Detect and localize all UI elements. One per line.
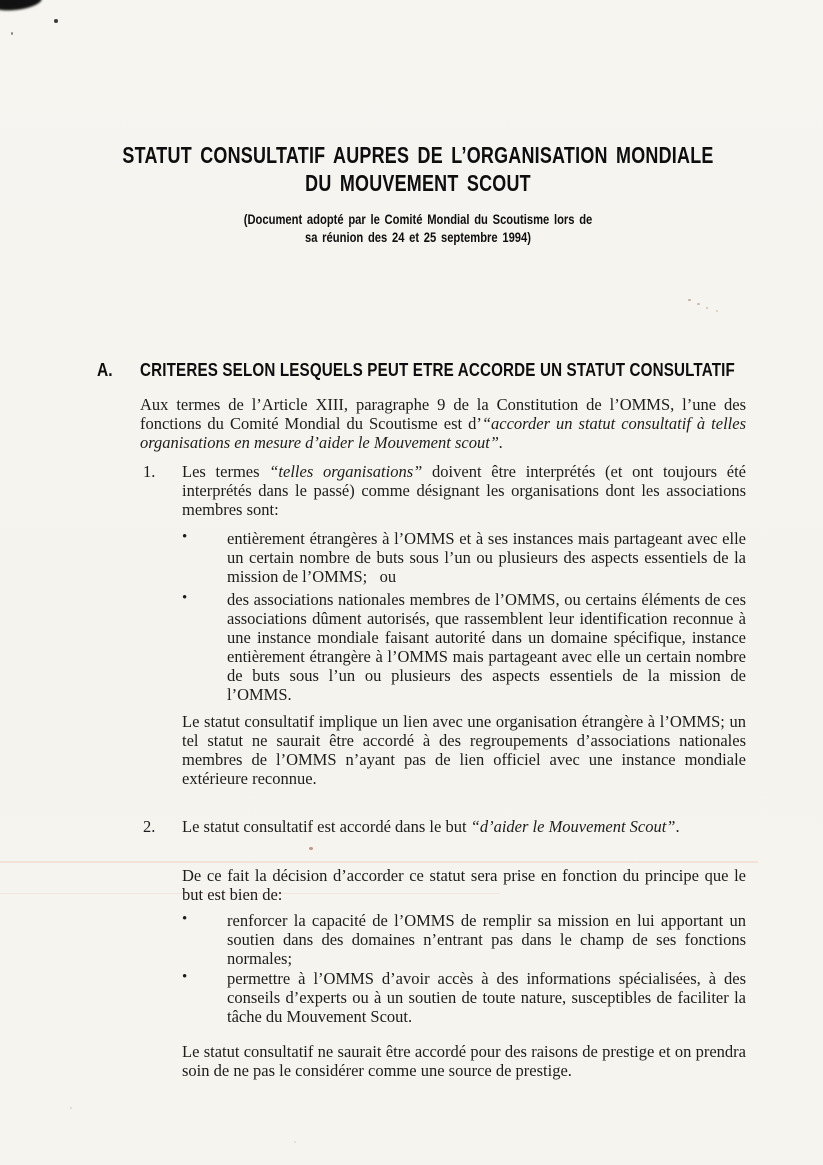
scan-artifact-speck (697, 303, 700, 305)
intro-text: Aux termes de l’Article XIII, paragraphe 9 de la Constitution de l’OMMS, l’une des fonctions du Comité Mondial du Scoutisme est d’ (140, 395, 746, 433)
scan-artifact-speck (294, 1141, 296, 1143)
scan-artifact-speck (716, 310, 718, 312)
document-title (0, 141, 823, 197)
scan-artifact-speck (54, 19, 58, 23)
scan-artifact-streak (0, 861, 758, 863)
document-subtitle (0, 211, 823, 246)
item-2-bullet-1-text: renforcer la capacité de l’OMMS de remplir sa mission en lui apportant un soutien dans des domaines n’entrant pas dans le champ de ses fonctions normales; (227, 911, 746, 968)
bullet-icon: • (182, 590, 188, 606)
item-1-note-paragraph: Le statut consultatif implique un lien avec une organisation étrangère à l’OMMS; un tel statut ne saurait être accordé à des regroupements d’associations nationales membres de l’OMMS n’ayant pas de lien officiel avec une instance mondiale extérieure reconnue. (182, 712, 746, 788)
item-1-bullet-1 (182, 529, 746, 586)
item-2-bullet-1 (182, 911, 746, 968)
closing-paragraph: Le statut consultatif ne saurait être accordé pour des raisons de prestige et on prendra soin de ne pas le considérer comme une source de prestige. (182, 1042, 746, 1080)
bullet-icon: • (182, 969, 188, 985)
item-2-quote: “d’aider le Mouvement Scout” (470, 817, 676, 836)
item-1-number: 1. (143, 462, 156, 481)
subtitle-line-2: sa réunion des 24 et 25 septembre 1994) (305, 228, 531, 245)
numbered-item-1 (143, 462, 746, 519)
item-2-text-before: Le statut consultatif est accordé dans le but (182, 817, 471, 836)
scan-artifact-speck (706, 307, 708, 309)
bullet-icon: • (182, 529, 188, 545)
numbered-item-2 (143, 817, 746, 836)
item-2-text-after: . (675, 817, 680, 836)
item-1-text-before: Les termes (182, 462, 270, 481)
item-1-quote: “telles organisations” (269, 462, 423, 481)
item-1-text (182, 462, 746, 519)
scan-artifact-speck (688, 299, 691, 301)
paragraph-intro (140, 395, 746, 452)
scan-artifact-blob (0, 0, 43, 13)
item-2-number: 2. (143, 817, 156, 836)
intro-quote: “accorder un statut consultatif à telles organisations en mesure d’aider le Mouvement scout”. (140, 414, 746, 452)
bullet-icon: • (182, 911, 188, 927)
scan-artifact-speck (11, 32, 13, 35)
section-a-heading: CRITERES SELON LESQUELS PEUT ETRE ACCORDE UN STATUT CONSULTATIF (140, 359, 735, 380)
item-1-bullet-1-text: entièrement étrangères à l’OMMS et à ses instances mais partageant avec elle un certain nombre de buts sous l’un ou plusieurs des aspects essentiels de la mission de l’OMMS; ou (227, 529, 746, 586)
item-1-bullet-2 (182, 590, 746, 704)
section-a-label: A. (97, 359, 113, 380)
item-2-paragraph: De ce fait la décision d’accorder ce statut sera prise en fonction du principe que le but est bien de: (182, 866, 746, 904)
item-2-text (182, 817, 746, 836)
item-1-text-after: doivent être interprétés (et ont toujours été interprétés dans le passé) comme désignant les organisations dont les associations membres sont: (182, 462, 747, 519)
item-2-bullet-2-text: permettre à l’OMMS d’avoir accès à des informations spécialisées, à des conseils d’experts ou à un soutien de toute nature, susceptibles de faciliter la tâche du Mouvement Scout. (227, 969, 746, 1026)
title-line-1: STATUT CONSULTATIF AUPRES DE L’ORGANISATION MONDIALE (122, 142, 714, 168)
scan-artifact-speck (309, 847, 313, 850)
scan-artifact-speck (70, 1107, 72, 1109)
item-2-bullet-2 (182, 969, 746, 1026)
item-1-bullet-2-text: des associations nationales membres de l’OMMS, ou certains éléments de ces associations dûment autorisés, que rassemblent leur identification reconnue à une instance mondiale faisant autorité dans un domaine spécifique, instance entièrement étrangère à l’OMMS mais partageant avec elle un certain nombre de buts sous l’un ou plusieurs des aspects essentiels de la mission de l’OMMS. (227, 590, 746, 704)
subtitle-line-1: (Document adopté par le Comité Mondial du Scoutisme lors de (243, 211, 593, 227)
section-a-heading-row (0, 359, 823, 381)
title-line-2: DU MOUVEMENT SCOUT (305, 170, 531, 196)
